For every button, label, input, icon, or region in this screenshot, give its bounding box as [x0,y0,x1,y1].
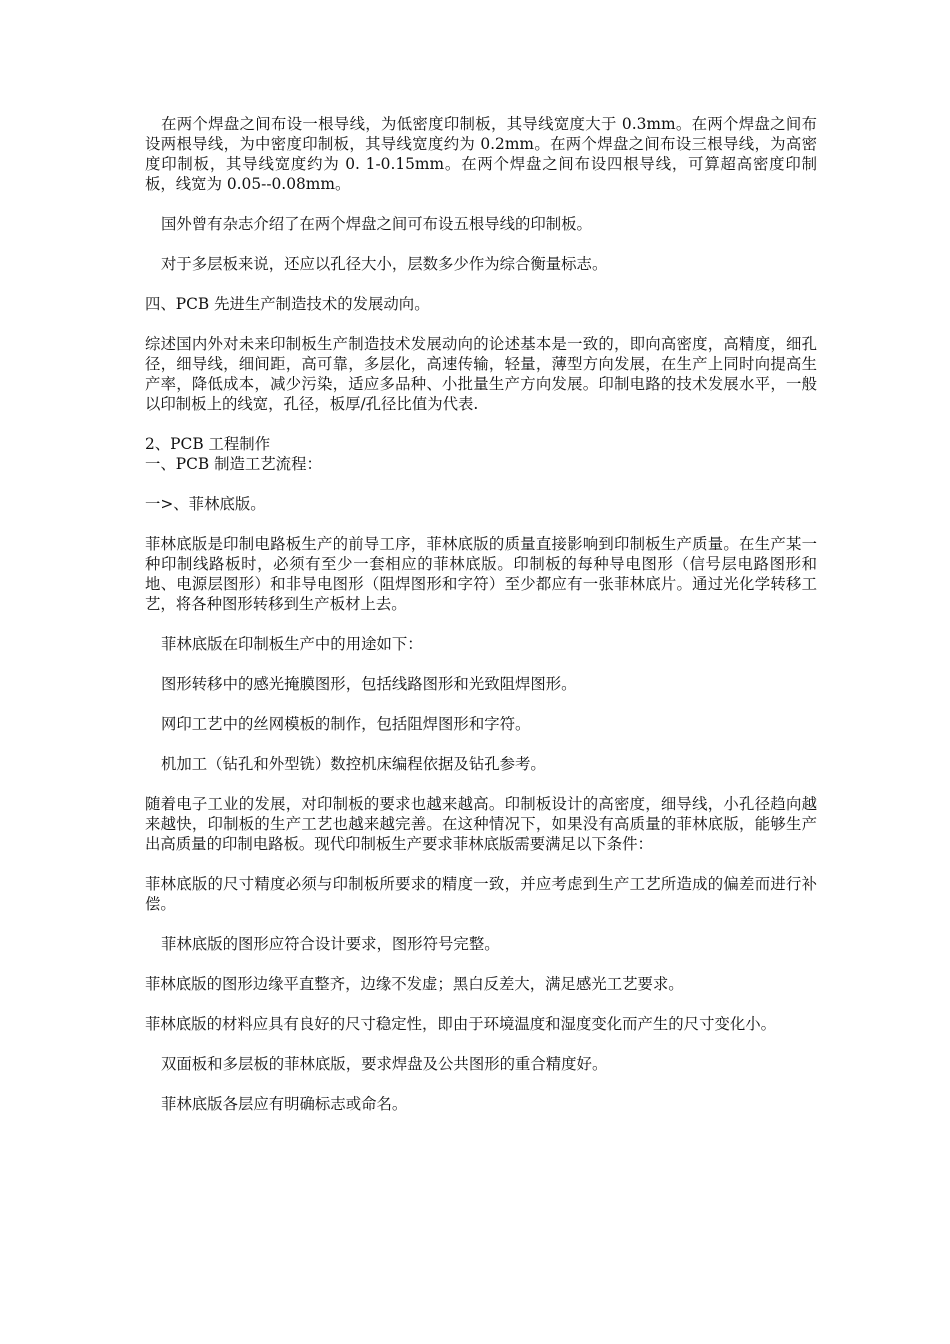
paragraph-industry-development: 随着电子工业的发展，对印制板的要求也越来越高。印制板设计的高密度，细导线，小孔径趋向越来越快，印制板的生产工艺也越来越完善。在这种情况下，如果没有高质量的菲林底版，能够生产出高质量的印制电路板。现代印制板生产要求菲林底版需要满足以下条件： [145,795,817,853]
paragraph-multilayer-standard: 对于多层板来说，还应以孔径大小，层数多少作为综合衡量标志。 [161,255,608,273]
list-item-layer-naming: 菲林底版各层应有明确标志或命名。 [161,1095,408,1113]
paragraph-wire-density: 在两个焊盘之间布设一根导线，为低密度印制板，其导线宽度大于 0.3mm。在两个焊盘之间布设两根导线，为中密度印制板，其导线宽度约为 0.2mm。在两个焊盘之间布设三根导线，为高密度印制板，其导线宽度约为 0. 1-0.15mm。在两个焊盘之间布设四根导线，可算超高密度印制板，线宽为 0.05--0.08mm。 [145,115,817,193]
list-item-machining: 机加工（钻孔和外型铣）数控机床编程依据及钻孔参考。 [161,755,546,773]
paragraph-foreign-magazine: 国外曾有杂志介绍了在两个焊盘之间可布设五根导线的印制板。 [161,215,592,233]
list-item-screen-printing: 网印工艺中的丝网模板的制作，包括阻焊图形和字符。 [161,715,531,733]
paragraph-trends-summary: 综述国内外对未来印制板生产制造技术发展动向的论述基本是一致的，即向高密度，高精度，细孔径，细导线，细间距，高可靠，多层化，高速传输，轻量，薄型方向发展，在生产上同时向提高生产率，降低成本，减少污染，适应多品种、小批量生产方向发展。印制电路的技术发展水平，一般以印制板上的线宽，孔径，板厚/孔径比值为代表. [145,335,817,413]
list-item-pattern-transfer: 图形转移中的感光掩膜图形，包括线路图形和光致阻焊图形。 [161,675,577,693]
section-heading-film-master: 一>、菲林底版。 [145,495,266,513]
paragraph-film-uses: 菲林底版在印制板生产中的用途如下： [161,635,423,653]
paragraph-film-master-intro: 菲林底版是印制电路板生产的前导工序，菲林底版的质量直接影响到印制板生产质量。在生产某一种印制线路板时，必须有至少一套相应的菲林底版。印制板的每种导电图形（信号层电路图形和地、电源层图形）和非导电图形（阻焊图形和字符）至少都应有一张菲林底片。通过光化学转移工艺，将各种图形转移到生产板材上去。 [145,535,817,613]
section-heading-process-flow: 一、PCB 制造工艺流程： [145,455,322,473]
list-item-dimension-accuracy: 菲林底版的尺寸精度必须与印制板所要求的精度一致，并应考虑到生产工艺所造成的偏差而进行补偿。 [145,875,817,913]
document-page [145,114,817,1134]
list-item-material-stability: 菲林底版的材料应具有良好的尺寸稳定性，即由于环境温度和湿度变化而产生的尺寸变化小。 [145,1015,777,1033]
list-item-registration: 双面板和多层板的菲林底版，要求焊盘及公共图形的重合精度好。 [161,1055,608,1073]
section-heading-trends: 四、PCB 先进生产制造技术的发展动向。 [145,295,430,313]
list-item-edge-quality: 菲林底版的图形边缘平直整齐，边缘不发虚；黑白反差大，满足感光工艺要求。 [145,975,684,993]
list-item-pattern-design: 菲林底版的图形应符合设计要求，图形符号完整。 [161,935,500,953]
section-heading-engineering: 2、PCB 工程制作 [145,435,271,453]
